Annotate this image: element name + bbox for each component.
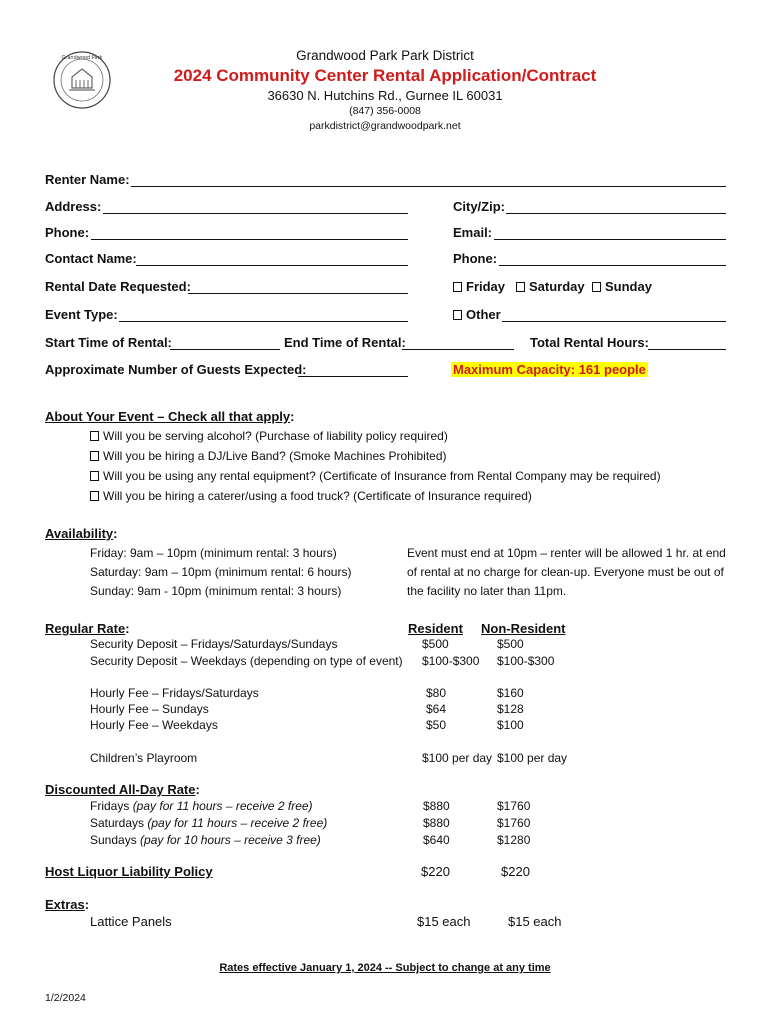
guests-field[interactable] xyxy=(298,376,408,377)
city-zip-field[interactable] xyxy=(506,213,726,214)
end-time-field[interactable] xyxy=(402,349,514,350)
regular-rate-heading: Regular Rate: xyxy=(45,621,130,636)
rate-row-label: Security Deposit – Fridays/Saturdays/Sundays xyxy=(90,637,338,651)
sunday-checkbox[interactable] xyxy=(592,282,601,292)
about-item-alcohol[interactable]: Will you be serving alcohol? (Purchase of liability policy required) xyxy=(90,429,448,443)
about-item-caterer[interactable]: Will you be hiring a caterer/using a food truck? (Certificate of Insurance required) xyxy=(90,489,532,503)
discount-row-label: Saturdays (pay for 11 hours – receive 2 free) xyxy=(90,816,328,830)
contact-phone-label: Phone: xyxy=(453,251,498,266)
extras-nonresident: $15 each xyxy=(508,914,562,929)
start-time-field[interactable] xyxy=(170,349,280,350)
availability-note-1: Event must end at 10pm – renter will be allowed 1 hr. at end xyxy=(407,546,726,560)
event-type-field[interactable] xyxy=(119,321,408,322)
day-saturday-option[interactable]: Saturday xyxy=(516,279,585,294)
discounted-heading: Discounted All-Day Rate: xyxy=(45,782,200,797)
org-phone: (847) 356-0008 xyxy=(349,105,421,117)
extras-resident: $15 each xyxy=(417,914,471,929)
org-email: parkdistrict@grandwoodpark.net xyxy=(309,120,461,132)
document-title: 2024 Community Center Rental Application/Contract xyxy=(173,66,597,85)
document-date: 1/2/2024 xyxy=(45,992,86,1004)
rate-row-label: Security Deposit – Weekdays (depending on type of event) xyxy=(90,654,403,668)
total-hours-label: Total Rental Hours: xyxy=(530,335,649,350)
rate-row-resident: $64 xyxy=(426,702,447,716)
friday-checkbox[interactable] xyxy=(453,282,462,292)
event-type-label: Event Type: xyxy=(45,307,118,322)
rate-row-nonresident: $500 xyxy=(497,637,524,651)
phone-field[interactable] xyxy=(91,239,408,240)
start-time-label: Start Time of Rental: xyxy=(45,335,172,350)
discount-row-label: Fridays (pay for 11 hours – receive 2 free) xyxy=(90,799,313,813)
rate-row-nonresident: $128 xyxy=(497,702,524,716)
discount-row-resident: $880 xyxy=(423,799,450,813)
discount-row-nonresident: $1760 xyxy=(497,816,531,830)
day-sunday-option[interactable]: Sunday xyxy=(592,279,652,294)
rate-row-label: Hourly Fee – Fridays/Saturdays xyxy=(90,686,259,700)
email-field[interactable] xyxy=(494,239,726,240)
liquor-nonresident: $220 xyxy=(501,864,530,879)
rate-row-nonresident: $100 xyxy=(497,718,524,732)
availability-saturday: Saturday: 9am – 10pm (minimum rental: 6 hours) xyxy=(90,565,352,579)
liquor-resident: $220 xyxy=(421,864,450,879)
alcohol-checkbox[interactable] xyxy=(90,431,99,441)
liquor-liability-label: Host Liquor Liability Policy xyxy=(45,864,213,879)
contact-phone-field[interactable] xyxy=(499,265,726,266)
end-time-label: End Time of Rental: xyxy=(284,335,406,350)
rate-row-nonresident: $100-$300 xyxy=(497,654,555,668)
discount-row-resident: $880 xyxy=(423,816,450,830)
svg-text:Grandwood Park: Grandwood Park xyxy=(61,55,103,61)
dj-checkbox[interactable] xyxy=(90,451,99,461)
about-item-dj[interactable]: Will you be hiring a DJ/Live Band? (Smoke Machines Prohibited) xyxy=(90,449,447,463)
rate-row-label: Hourly Fee – Weekdays xyxy=(90,718,218,732)
contact-name-label: Contact Name: xyxy=(45,251,137,266)
contact-name-field[interactable] xyxy=(136,265,408,266)
nonresident-column-header: Non-Resident xyxy=(481,621,566,636)
rate-row-resident: $50 xyxy=(426,718,447,732)
rate-row-resident: $100-$300 xyxy=(422,654,480,668)
discount-row-nonresident: $1280 xyxy=(497,833,531,847)
address-label: Address: xyxy=(45,199,102,214)
max-capacity-note: Maximum Capacity: 161 people xyxy=(453,362,646,377)
availability-sunday: Sunday: 9am - 10pm (minimum rental: 3 hours) xyxy=(90,584,342,598)
resident-column-header: Resident xyxy=(408,621,463,636)
address-field[interactable] xyxy=(103,213,408,214)
extras-item: Lattice Panels xyxy=(90,914,172,929)
phone-label: Phone: xyxy=(45,225,90,240)
extras-heading: Extras: xyxy=(45,897,90,912)
rate-row-resident: $80 xyxy=(426,686,447,700)
rate-row-nonresident: $100 per day xyxy=(497,751,568,765)
city-zip-label: City/Zip: xyxy=(453,199,505,214)
availability-note-2: of rental at no charge for clean-up. Everyone must be out of xyxy=(407,565,724,579)
org-name: Grandwood Park Park District xyxy=(296,48,474,63)
rate-row-resident: $100 per day xyxy=(422,751,493,765)
email-label: Email: xyxy=(453,225,493,240)
about-item-equipment[interactable]: Will you be using any rental equipment? (Certificate of Insurance from Rental Company may be required) xyxy=(90,469,661,483)
total-hours-field[interactable] xyxy=(648,349,726,350)
day-friday-option[interactable]: Friday xyxy=(453,279,505,294)
rental-date-label: Rental Date Requested: xyxy=(45,279,191,294)
rates-effective-note: Rates effective January 1, 2024 -- Subject to change at any time xyxy=(219,962,551,974)
rate-row-resident: $500 xyxy=(422,637,449,651)
guests-label: Approximate Number of Guests Expected: xyxy=(45,362,307,377)
other-option[interactable]: Other xyxy=(453,307,501,322)
rate-row-nonresident: $160 xyxy=(497,686,524,700)
renter-name-field[interactable] xyxy=(131,186,726,187)
discount-row-resident: $640 xyxy=(423,833,450,847)
rental-date-field[interactable] xyxy=(188,293,408,294)
renter-name-label: Renter Name: xyxy=(45,172,130,187)
availability-note-3: the facility no later than 11pm. xyxy=(407,584,567,598)
availability-heading: Availability: xyxy=(45,526,118,541)
rate-row-label: Hourly Fee – Sundays xyxy=(90,702,209,716)
availability-friday: Friday: 9am – 10pm (minimum rental: 3 hours) xyxy=(90,546,337,560)
discount-row-label: Sundays (pay for 10 hours – receive 3 free) xyxy=(90,833,321,847)
caterer-checkbox[interactable] xyxy=(90,491,99,501)
other-checkbox[interactable] xyxy=(453,310,462,320)
org-address: 36630 N. Hutchins Rd., Gurnee IL 60031 xyxy=(267,88,503,103)
about-heading: About Your Event – Check all that apply: xyxy=(45,409,295,424)
other-field[interactable] xyxy=(502,321,726,322)
rate-row-label: Children’s Playroom xyxy=(90,751,198,765)
equipment-checkbox[interactable] xyxy=(90,471,99,481)
discount-row-nonresident: $1760 xyxy=(497,799,531,813)
saturday-checkbox[interactable] xyxy=(516,282,525,292)
